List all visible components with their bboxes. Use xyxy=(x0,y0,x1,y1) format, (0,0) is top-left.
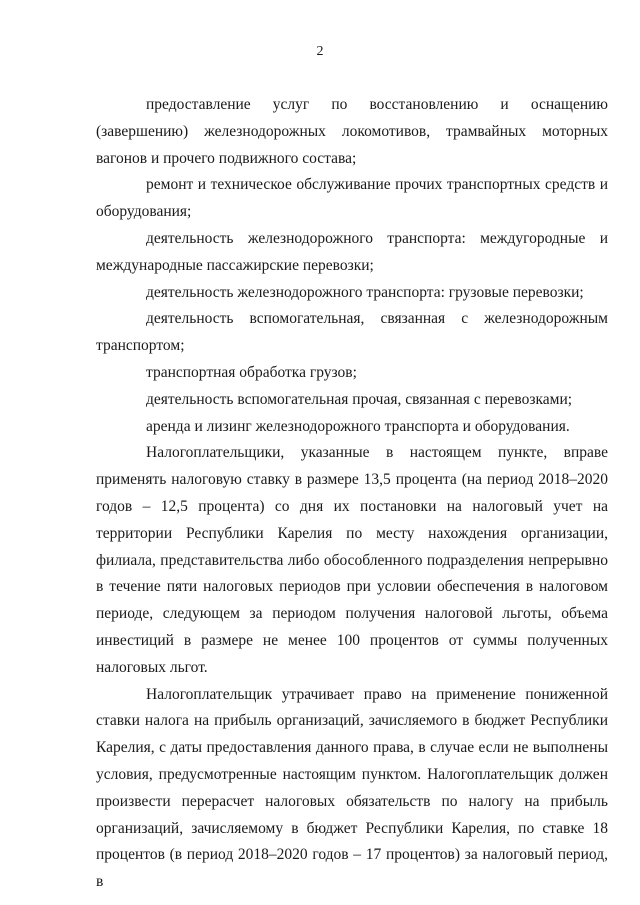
paragraph-7: деятельность вспомогательная прочая, связанная с перевозками; xyxy=(146,390,573,408)
paragraph-5: деятельность вспомогательная, связанная с железнодорожным транспортом; xyxy=(96,310,608,355)
paragraph-4: деятельность железнодорожного транспорта: грузовые перевозки; xyxy=(146,283,584,301)
paragraph-10: Налогоплательщик утрачивает право на применение пониженной ставки налога на прибыль организаций, зачисляемого в бюджет Республики Карелия, с даты предоставления данного права, в случае если не выполнены условия, предусмотренные настоящим пунктом. Налогоплательщик должен произвести перерасчет налоговых обязательств по налогу на прибыль организаций, зачисляемому в бюджет Республики Карелия, по ставке 18 процентов (в период 2018–2020 годов – 17 процентов) за налоговый период, в xyxy=(96,685,608,891)
paragraph-1: предоставление услуг по восстановлению и оснащению (завершению) железнодорожных локомотивов, трамвайных моторных вагонов и прочего подвижного состава; xyxy=(96,96,608,167)
paragraph-9: Налогоплательщики, указанные в настоящем пункте, вправе применять налоговую ставку в размере 13,5 процента (на период 2018–2020 годов – 12,5 процента) со дня их постановки на налоговый учет на территории Республики Карелия по месту нахождения организации, филиала, представительства либо обособленного подразделения непрерывно в течение пяти налоговых периодов при условии обеспечения в налоговом периоде, следующем за периодом получения налоговой льготы, объема инвестиций в размере не менее 100 процентов от суммы полученных налоговых льгот. xyxy=(96,444,608,676)
paragraph-6: транспортная обработка грузов; xyxy=(146,363,357,381)
paragraph-3: деятельность железнодорожного транспорта: междугородные и международные пассажирские перевозки; xyxy=(96,229,608,274)
page-number: 2 xyxy=(316,44,324,59)
paragraph-8: аренда и лизинг железнодорожного транспорта и оборудования. xyxy=(146,417,570,435)
paragraph-2: ремонт и техническое обслуживание прочих транспортных средств и оборудования; xyxy=(96,176,608,221)
document-body xyxy=(96,92,608,896)
